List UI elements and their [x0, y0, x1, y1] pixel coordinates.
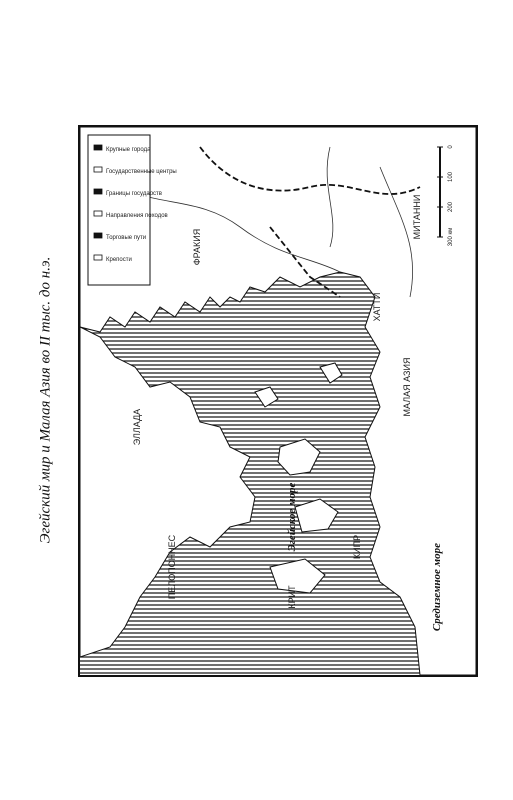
- region-label: КИПР: [352, 534, 362, 560]
- legend-swatch: [94, 189, 102, 194]
- region-label: ХАТТИ: [372, 292, 382, 322]
- region-label: КРИТ: [287, 585, 297, 609]
- legend-item: Государственные центры: [106, 169, 177, 175]
- scale-tick-label: 200: [448, 201, 454, 213]
- title-container: [26, 125, 66, 675]
- legend-item: Направления походов: [106, 213, 168, 219]
- legend-swatch: [94, 233, 102, 238]
- scale-tick-label: 0: [448, 145, 454, 149]
- sea-label: Эгейское море: [286, 482, 298, 552]
- legend-item: Крупные города: [106, 147, 151, 153]
- region-label: ПЕЛОПОННЕС: [167, 534, 177, 600]
- region-label: ЭЛЛАДА: [132, 408, 142, 446]
- legend-item: Крепости: [106, 257, 132, 263]
- page-title: Эгейский мир и Малая Азия во II тыс. до н.э.: [37, 256, 54, 544]
- scale-tick-label: 300 км: [448, 227, 454, 247]
- region-label: МАЛАЯ АЗИЯ: [402, 357, 412, 417]
- legend-swatch: [94, 145, 102, 150]
- map-canvas: [80, 127, 476, 675]
- region-label: ФРАКИЯ: [192, 228, 202, 266]
- legend-item: Торговые пути: [106, 235, 147, 241]
- legend-item: Границы государств: [106, 191, 162, 197]
- legend-swatch: [94, 255, 102, 260]
- sea-label: Средиземное море: [431, 542, 443, 632]
- legend-swatch: [94, 211, 102, 216]
- map-frame: [78, 125, 478, 677]
- scale-tick-label: 100: [448, 171, 454, 183]
- region-label: МИТАННИ: [412, 194, 422, 240]
- legend-swatch: [94, 167, 102, 172]
